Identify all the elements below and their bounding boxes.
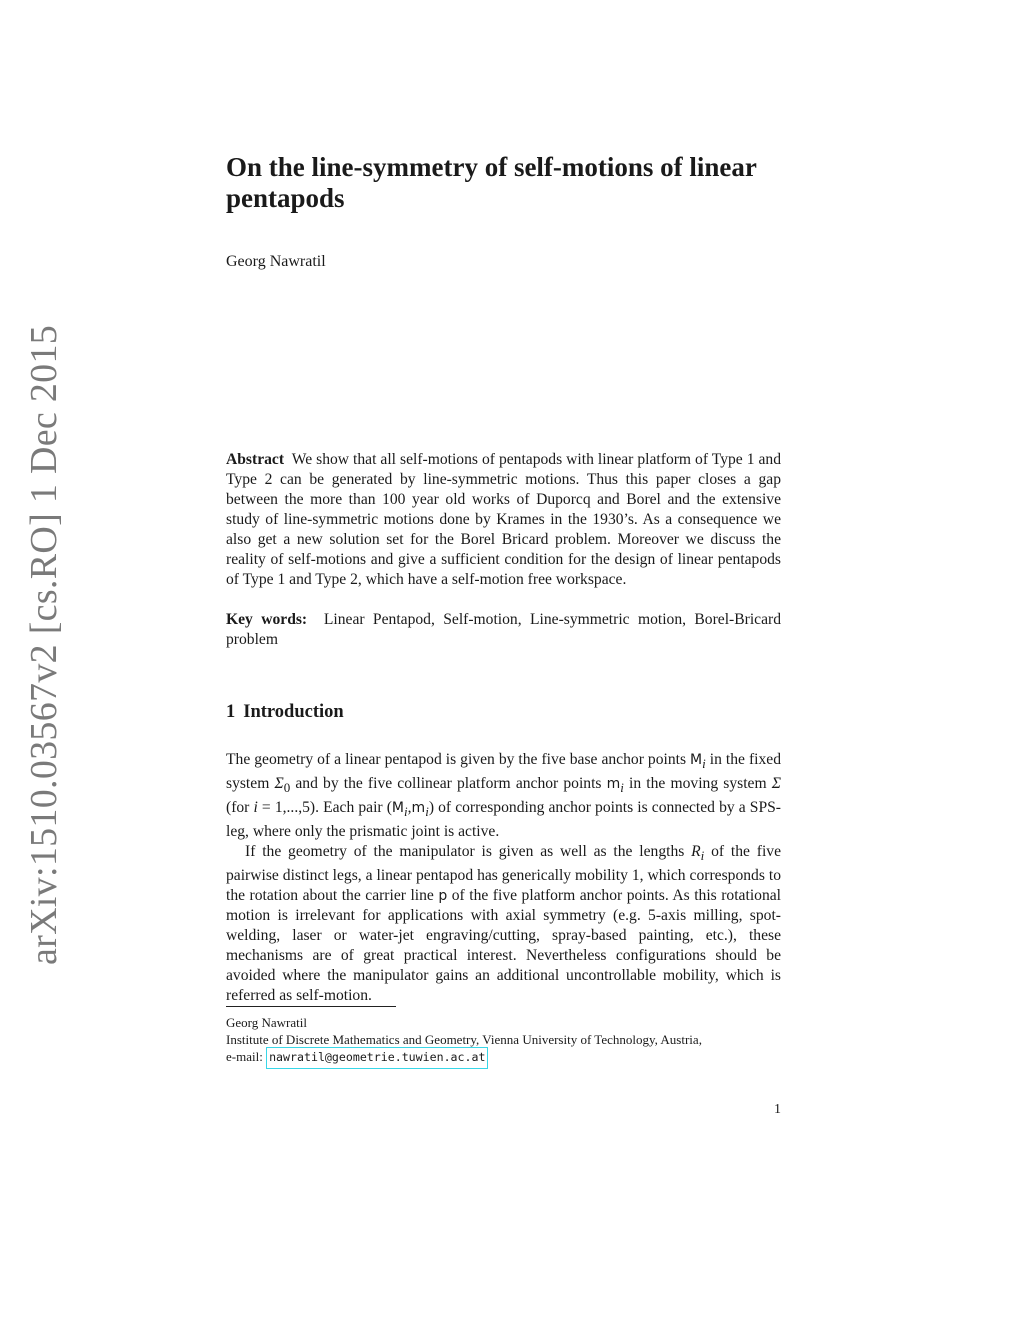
section-title: Introduction (243, 702, 344, 722)
author-name: Georg Nawratil (226, 253, 326, 270)
introduction-body (226, 750, 781, 1006)
keywords-text: Linear Pentapod, Self-motion, Line-symmetric motion, Borel-Bricard problem (226, 611, 781, 648)
text-run: (for (226, 799, 254, 817)
math-symbol: M (391, 800, 405, 817)
section-number: 1 (226, 702, 236, 722)
math-subscript: i (702, 756, 706, 772)
keywords (226, 610, 781, 650)
author-footnote (226, 1014, 781, 1066)
math-symbol: , (407, 799, 412, 817)
footnote-affiliation: Institute of Discrete Mathematics and Geometry, Vienna University of Technology, Austria, (226, 1032, 702, 1047)
math-subscript: i (620, 780, 624, 796)
footnote-email-line (226, 1048, 781, 1066)
math-subscript: i (425, 804, 429, 820)
text-run: of corresponding anchor points is connected by a SPS-leg, where only the prismatic joint is active. (226, 799, 781, 841)
text-run: in the fixed system (226, 751, 781, 793)
text-run: and by the five collinear platform anchor points (290, 775, 607, 793)
math-symbol: i (253, 799, 258, 817)
math-subscript: i (404, 804, 408, 820)
math-symbol: ( (386, 799, 392, 817)
math-symbol: ) (428, 799, 435, 817)
math-symbol: Σ (274, 775, 284, 793)
footnote-divider (226, 1006, 396, 1007)
email-label: e-mail: (226, 1049, 267, 1064)
math-subscript: 0 (283, 780, 291, 796)
abstract-label: Abstract (226, 451, 285, 468)
text-run: = 1,...,5). Each pair (257, 799, 387, 817)
page-number: 1 (774, 1102, 781, 1117)
arxiv-identifier: arXiv:1510.03567v2 [cs.RO] 1 Dec 2015 (23, 324, 66, 966)
section-heading (226, 702, 344, 723)
paper-title: On the line-symmetry of self-motions of linear pentapods (226, 152, 757, 213)
math-symbol: p (438, 888, 448, 905)
keywords-label: Key words: (226, 611, 308, 628)
text-run: in the moving system (623, 775, 772, 793)
text-run: The geometry of a linear pentapod is given by the five base anchor points (226, 751, 691, 768)
abstract-text: We show that all self-motions of pentapods with linear platform of Type 1 and Type 2 can be generated by line-symmetric motions. Thus this paper closes a gap between the more than 100 year old works of Duporcq and Borel and the extensive study of line-symmetric motions done by Krames in the 1930’s. As a consequence we also get a new solution set for the Borel Bricard problem. Moreover we discuss the reality of self-motions and give a sufficient condition for the design of linear pentapods of Type 1 and Type 2, which have a self-motion free workspace. (226, 451, 782, 588)
math-symbol: m (411, 800, 426, 817)
footnote-author-name: Georg Nawratil (226, 1015, 307, 1030)
text-run: of the five pairwise distinct legs, a linear pentapod has generically mobility 1, which corresponds to the rotation about the carrier line (226, 843, 781, 905)
math-symbol: R (691, 843, 701, 861)
text-run: If the geometry of the manipulator is given as well as the lengths (245, 843, 692, 861)
arxiv-side-stamp (14, 324, 74, 966)
math-subscript: i (700, 848, 705, 864)
intro-paragraph-2 (226, 842, 781, 1006)
math-symbol: m (606, 776, 621, 793)
math-symbol: Σ (771, 775, 782, 793)
text-run: of the five platform anchor points. As this rotational motion is irrelevant for applications with axial symmetry (e.g. 5-axis milling, spot-welding, laser or water-jet engraving/cutting, spray-based painting, etc.), these mechanisms are of great practical interest. Nevertheless configurations should be avoided where the manipulator gains an additional uncontrollable mobility, which is referred as self-motion. (226, 887, 781, 1005)
email-link[interactable]: nawratil@geometrie.tuwien.ac.at (266, 1047, 488, 1069)
abstract (226, 450, 781, 590)
math-symbol: M (690, 752, 703, 768)
intro-paragraph-1 (226, 750, 781, 842)
